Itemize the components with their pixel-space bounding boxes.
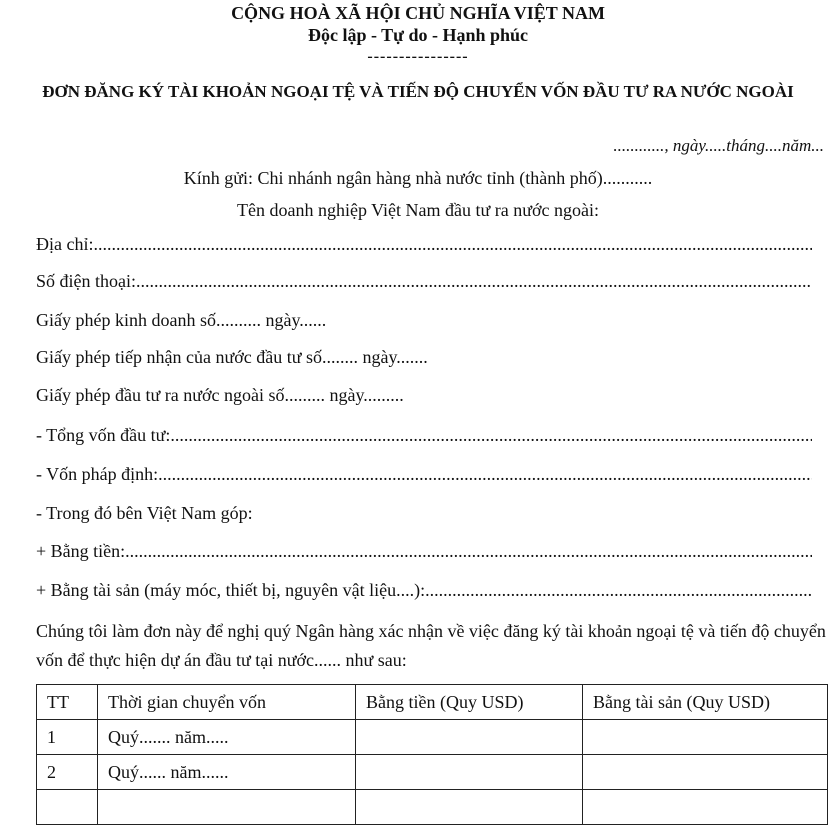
outbound-license-line: Giấy phép đầu tư ra nước ngoài số......... ngày......... [36, 385, 404, 405]
legal-capital-dots [158, 464, 812, 485]
header-transfer-time: Thời gian chuyển vốn [98, 685, 356, 720]
table-row [37, 790, 828, 825]
assets-label: + Bằng tài sản (máy móc, thiết bị, nguyên vật liệu....): [36, 580, 426, 600]
phone-field [36, 271, 812, 292]
motto: Độc lập - Tự do - Hạnh phúc [307, 25, 529, 45]
row-transfer-time: Quý...... năm...... [98, 755, 356, 790]
date-line: ............, ngày.....tháng....năm... [613, 136, 824, 155]
vn-contribution-line: - Trong đó bên Việt Nam góp: [36, 503, 253, 523]
assets-field [36, 580, 812, 601]
header-assets-usd: Bằng tài sản (Quy USD) [583, 685, 828, 720]
phone-label: Số điện thoại: [36, 271, 136, 291]
row-cash-cell [356, 790, 583, 825]
table-row [37, 720, 828, 755]
row-transfer-time [98, 790, 356, 825]
legal-capital-field [36, 464, 812, 485]
host-license-line: Giấy phép tiếp nhận của nước đầu tư số........ ngày....... [36, 347, 428, 367]
cash-field [36, 541, 812, 562]
header-tt: TT [37, 685, 98, 720]
row-number: 2 [37, 755, 98, 790]
row-cash-cell [356, 720, 583, 755]
row-assets-cell [583, 720, 828, 755]
company-label: Tên doanh nghiệp Việt Nam đầu tư ra nước ngoài: [236, 200, 600, 220]
business-license-line: Giấy phép kinh doanh số.......... ngày...... [36, 310, 327, 330]
cash-dots [125, 541, 812, 562]
row-transfer-time: Quý....... năm..... [98, 720, 356, 755]
cash-label: + Bằng tiền: [36, 541, 126, 561]
row-number: 1 [37, 720, 98, 755]
request-paragraph: Chúng tôi làm đơn này để nghị quý Ngân hàng xác nhận về việc đăng ký tài khoản ngoại tệ và tiến độ chuyển vốn để thực hiện dự án đầu tư tại nước...... như sau: [36, 621, 826, 670]
total-capital-label: - Tổng vốn đầu tư: [36, 425, 171, 445]
address-field [36, 234, 812, 255]
document-title: ĐƠN ĐĂNG KÝ TÀI KHOẢN NGOẠI TỆ VÀ TIẾN ĐỘ CHUYỂN VỐN ĐẦU TƯ RA NƯỚC NGOÀI [42, 82, 794, 101]
table-header-row [37, 685, 828, 720]
table-row [37, 755, 828, 790]
row-number [37, 790, 98, 825]
recipient-line: Kính gửi: Chi nhánh ngân hàng nhà nước tỉnh (thành phố)........... [183, 168, 653, 188]
phone-dots [136, 271, 812, 292]
total-capital-dots [170, 425, 812, 446]
total-capital-field [36, 425, 812, 446]
address-dots [93, 234, 812, 255]
header-cash-usd: Bằng tiền (Quy USD) [356, 685, 583, 720]
assets-dots [425, 580, 812, 601]
legal-capital-label: - Vốn pháp định: [36, 464, 159, 484]
address-label: Địa chỉ: [36, 234, 94, 254]
heading-divider: ---------------- [367, 48, 469, 65]
row-assets-cell [583, 755, 828, 790]
transfer-schedule-table [36, 684, 828, 825]
row-cash-cell [356, 755, 583, 790]
row-assets-cell [583, 790, 828, 825]
country-heading: CỘNG HOÀ XÃ HỘI CHỦ NGHĨA VIỆT NAM [231, 3, 605, 23]
